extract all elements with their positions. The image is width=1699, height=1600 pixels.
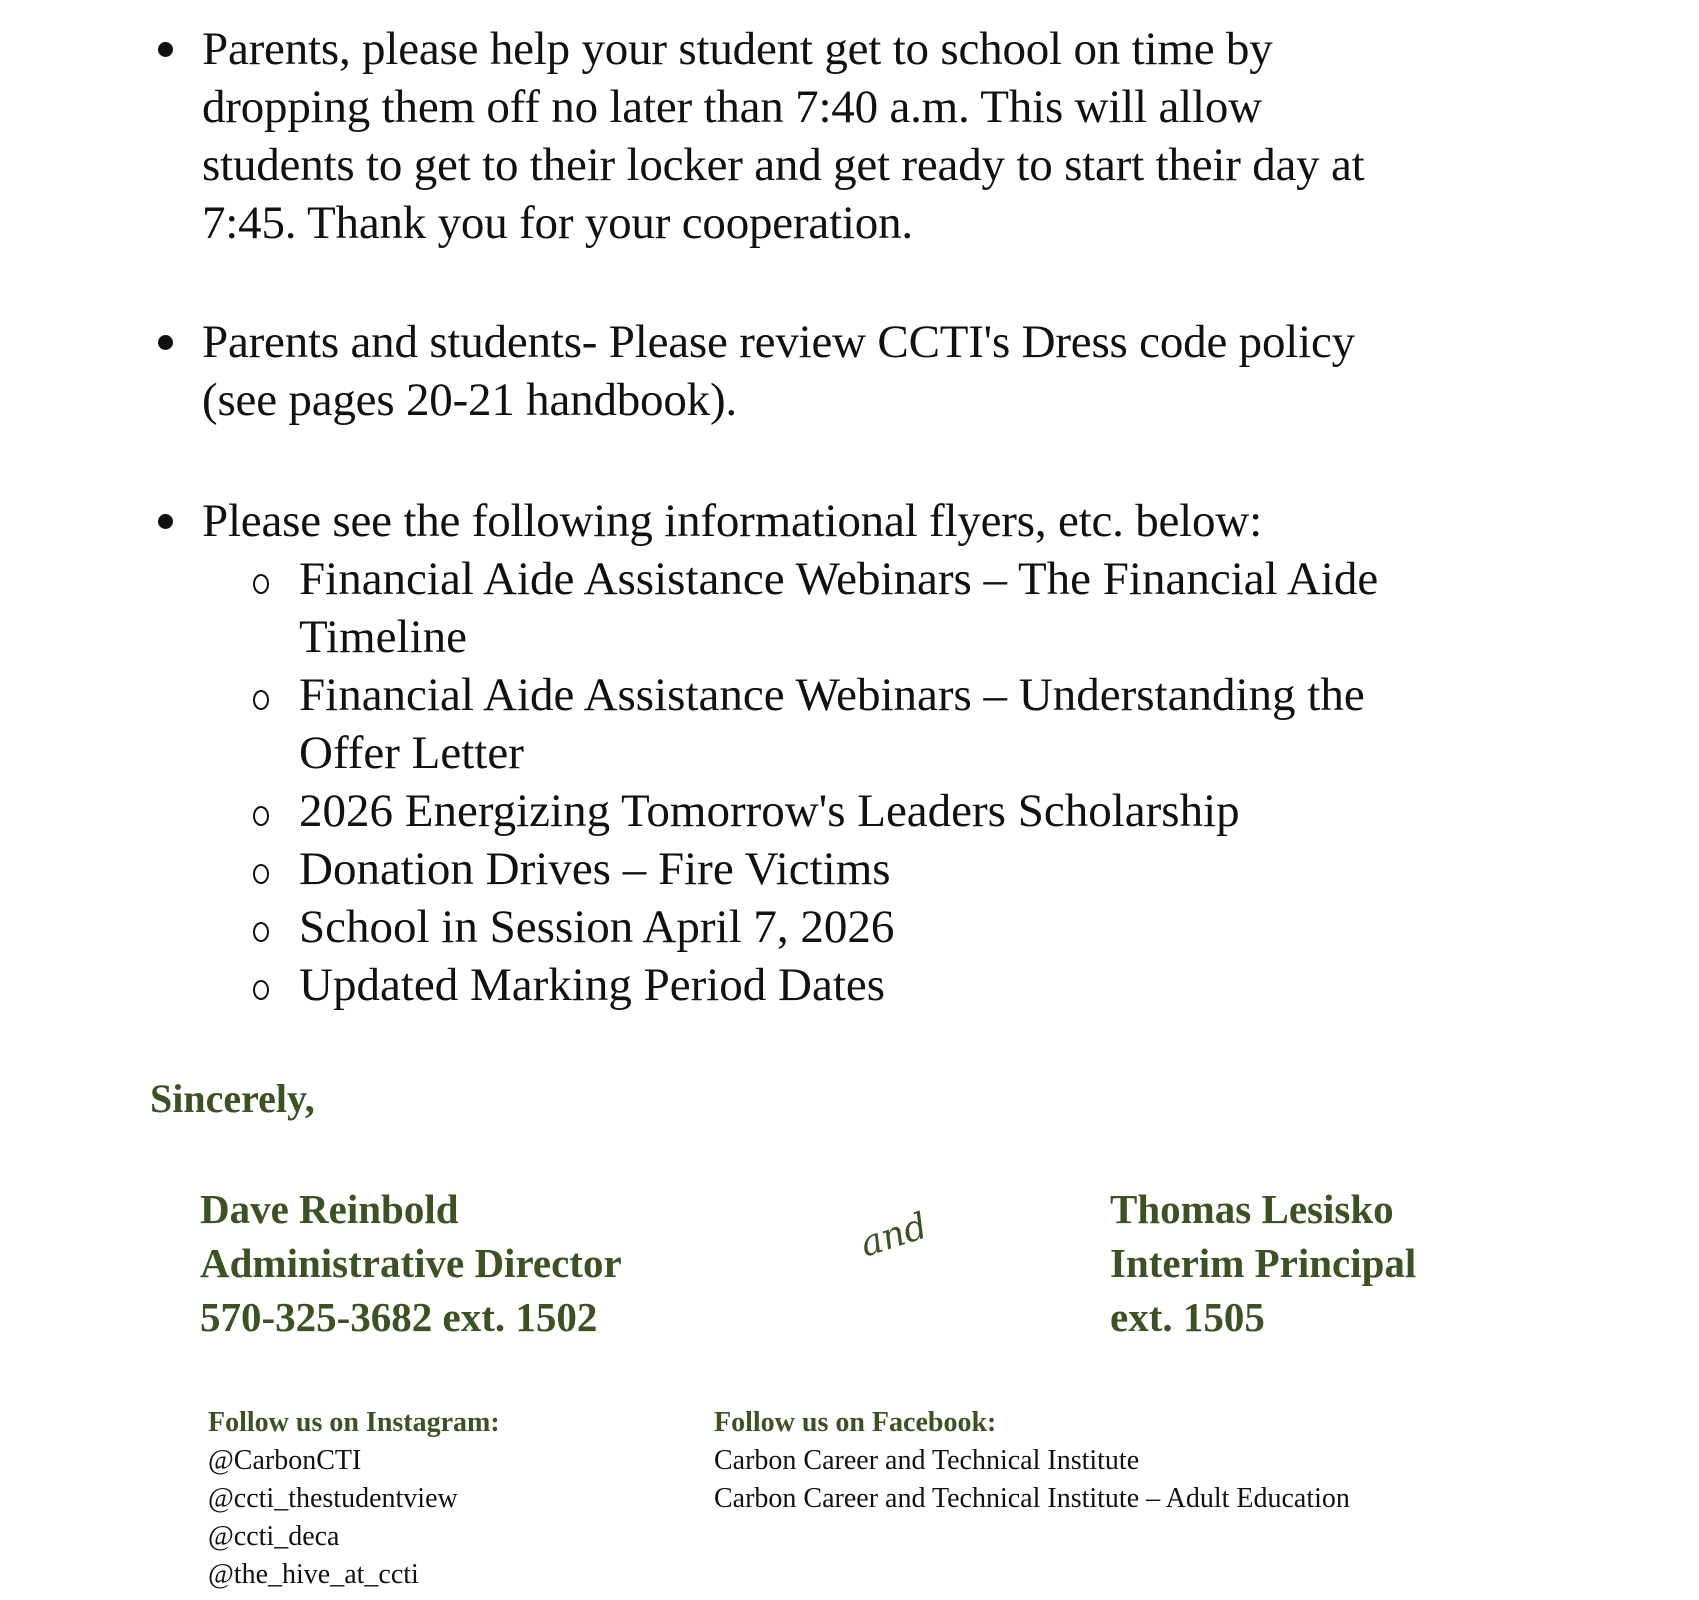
facebook-header: Follow us on Facebook:	[714, 1407, 997, 1438]
flyer-item	[150, 666, 1590, 782]
flyer-item	[150, 782, 1590, 840]
bullet-text-line: (see pages 20-21 handbook).	[202, 374, 737, 426]
hollow-bullet-icon	[253, 806, 269, 826]
flyer-text-line: Timeline	[299, 611, 468, 663]
flyer-text-line: Financial Aide Assistance Webinars – Understanding the	[299, 669, 1365, 721]
and-script: and	[855, 1205, 933, 1266]
hollow-bullet-icon	[253, 690, 269, 710]
instagram-header: Follow us on Instagram:	[208, 1407, 500, 1438]
signatory-name: Thomas Lesisko	[1110, 1186, 1394, 1232]
bullet-item	[150, 313, 1590, 429]
flyer-item	[150, 550, 1590, 666]
signatory-title: Interim Principal	[1110, 1240, 1417, 1286]
facebook-page[interactable]: Carbon Career and Technical Institute – Adult Education	[714, 1483, 1350, 1514]
bullet-text-line: Parents, please help your student get to school on time by	[202, 23, 1273, 75]
flyer-text-line: Updated Marking Period Dates	[299, 959, 886, 1011]
closing-salutation: Sincerely,	[150, 1076, 315, 1121]
signatory-title: Administrative Director	[200, 1240, 622, 1286]
flyer-text-line: Donation Drives – Fire Victims	[299, 843, 891, 895]
hollow-bullet-icon	[253, 922, 269, 942]
flyer-text-line: 2026 Energizing Tomorrow's Leaders Scholarship	[299, 785, 1240, 837]
flyer-item	[150, 898, 1590, 956]
flyer-text-line: School in Session April 7, 2026	[299, 901, 895, 953]
instagram-handle[interactable]: @the_hive_at_ccti	[208, 1559, 419, 1590]
bullet-dot-icon	[158, 335, 173, 350]
bullet-text-line: 7:45. Thank you for your cooperation.	[202, 197, 913, 249]
bullet-item	[150, 492, 1590, 550]
signatory-name: Dave Reinbold	[200, 1186, 459, 1232]
bullet-text-line: Please see the following informational flyers, etc. below:	[202, 495, 1262, 547]
instagram-handle[interactable]: @CarbonCTI	[208, 1445, 362, 1476]
instagram-handle[interactable]: @ccti_deca	[208, 1521, 340, 1552]
hollow-bullet-icon	[253, 980, 269, 1000]
flyer-item	[150, 956, 1590, 1014]
bullet-dress-code	[150, 313, 1590, 429]
bullet-text-line: students to get to their locker and get ready to start their day at	[202, 139, 1365, 191]
signatory-director	[200, 1182, 622, 1344]
bullet-flyers	[150, 492, 1590, 1014]
signatory-principal	[1110, 1182, 1416, 1344]
bullet-dot-icon	[158, 42, 173, 57]
bullet-dot-icon	[158, 514, 173, 529]
hollow-bullet-icon	[253, 574, 269, 594]
hollow-bullet-icon	[253, 864, 269, 884]
signatory-phone: 570-325-3682 ext. 1502	[200, 1294, 598, 1340]
bullet-text-line: Parents and students- Please review CCTI's Dress code policy	[202, 316, 1355, 368]
flyer-text-line: Financial Aide Assistance Webinars – The Financial Aide	[299, 553, 1379, 605]
flyer-list	[150, 550, 1590, 1014]
facebook-page[interactable]: Carbon Career and Technical Institute	[714, 1445, 1140, 1476]
instagram-handle[interactable]: @ccti_thestudentview	[208, 1483, 458, 1514]
bullet-item	[150, 20, 1590, 252]
instagram-section	[208, 1404, 500, 1594]
bullet-arrival-time	[150, 20, 1590, 252]
flyer-item	[150, 840, 1590, 898]
flyer-text-line: Offer Letter	[299, 727, 524, 779]
bullet-text-line: dropping them off no later than 7:40 a.m. This will allow	[202, 81, 1262, 133]
signatory-phone: ext. 1505	[1110, 1294, 1265, 1340]
facebook-section	[714, 1404, 1350, 1518]
